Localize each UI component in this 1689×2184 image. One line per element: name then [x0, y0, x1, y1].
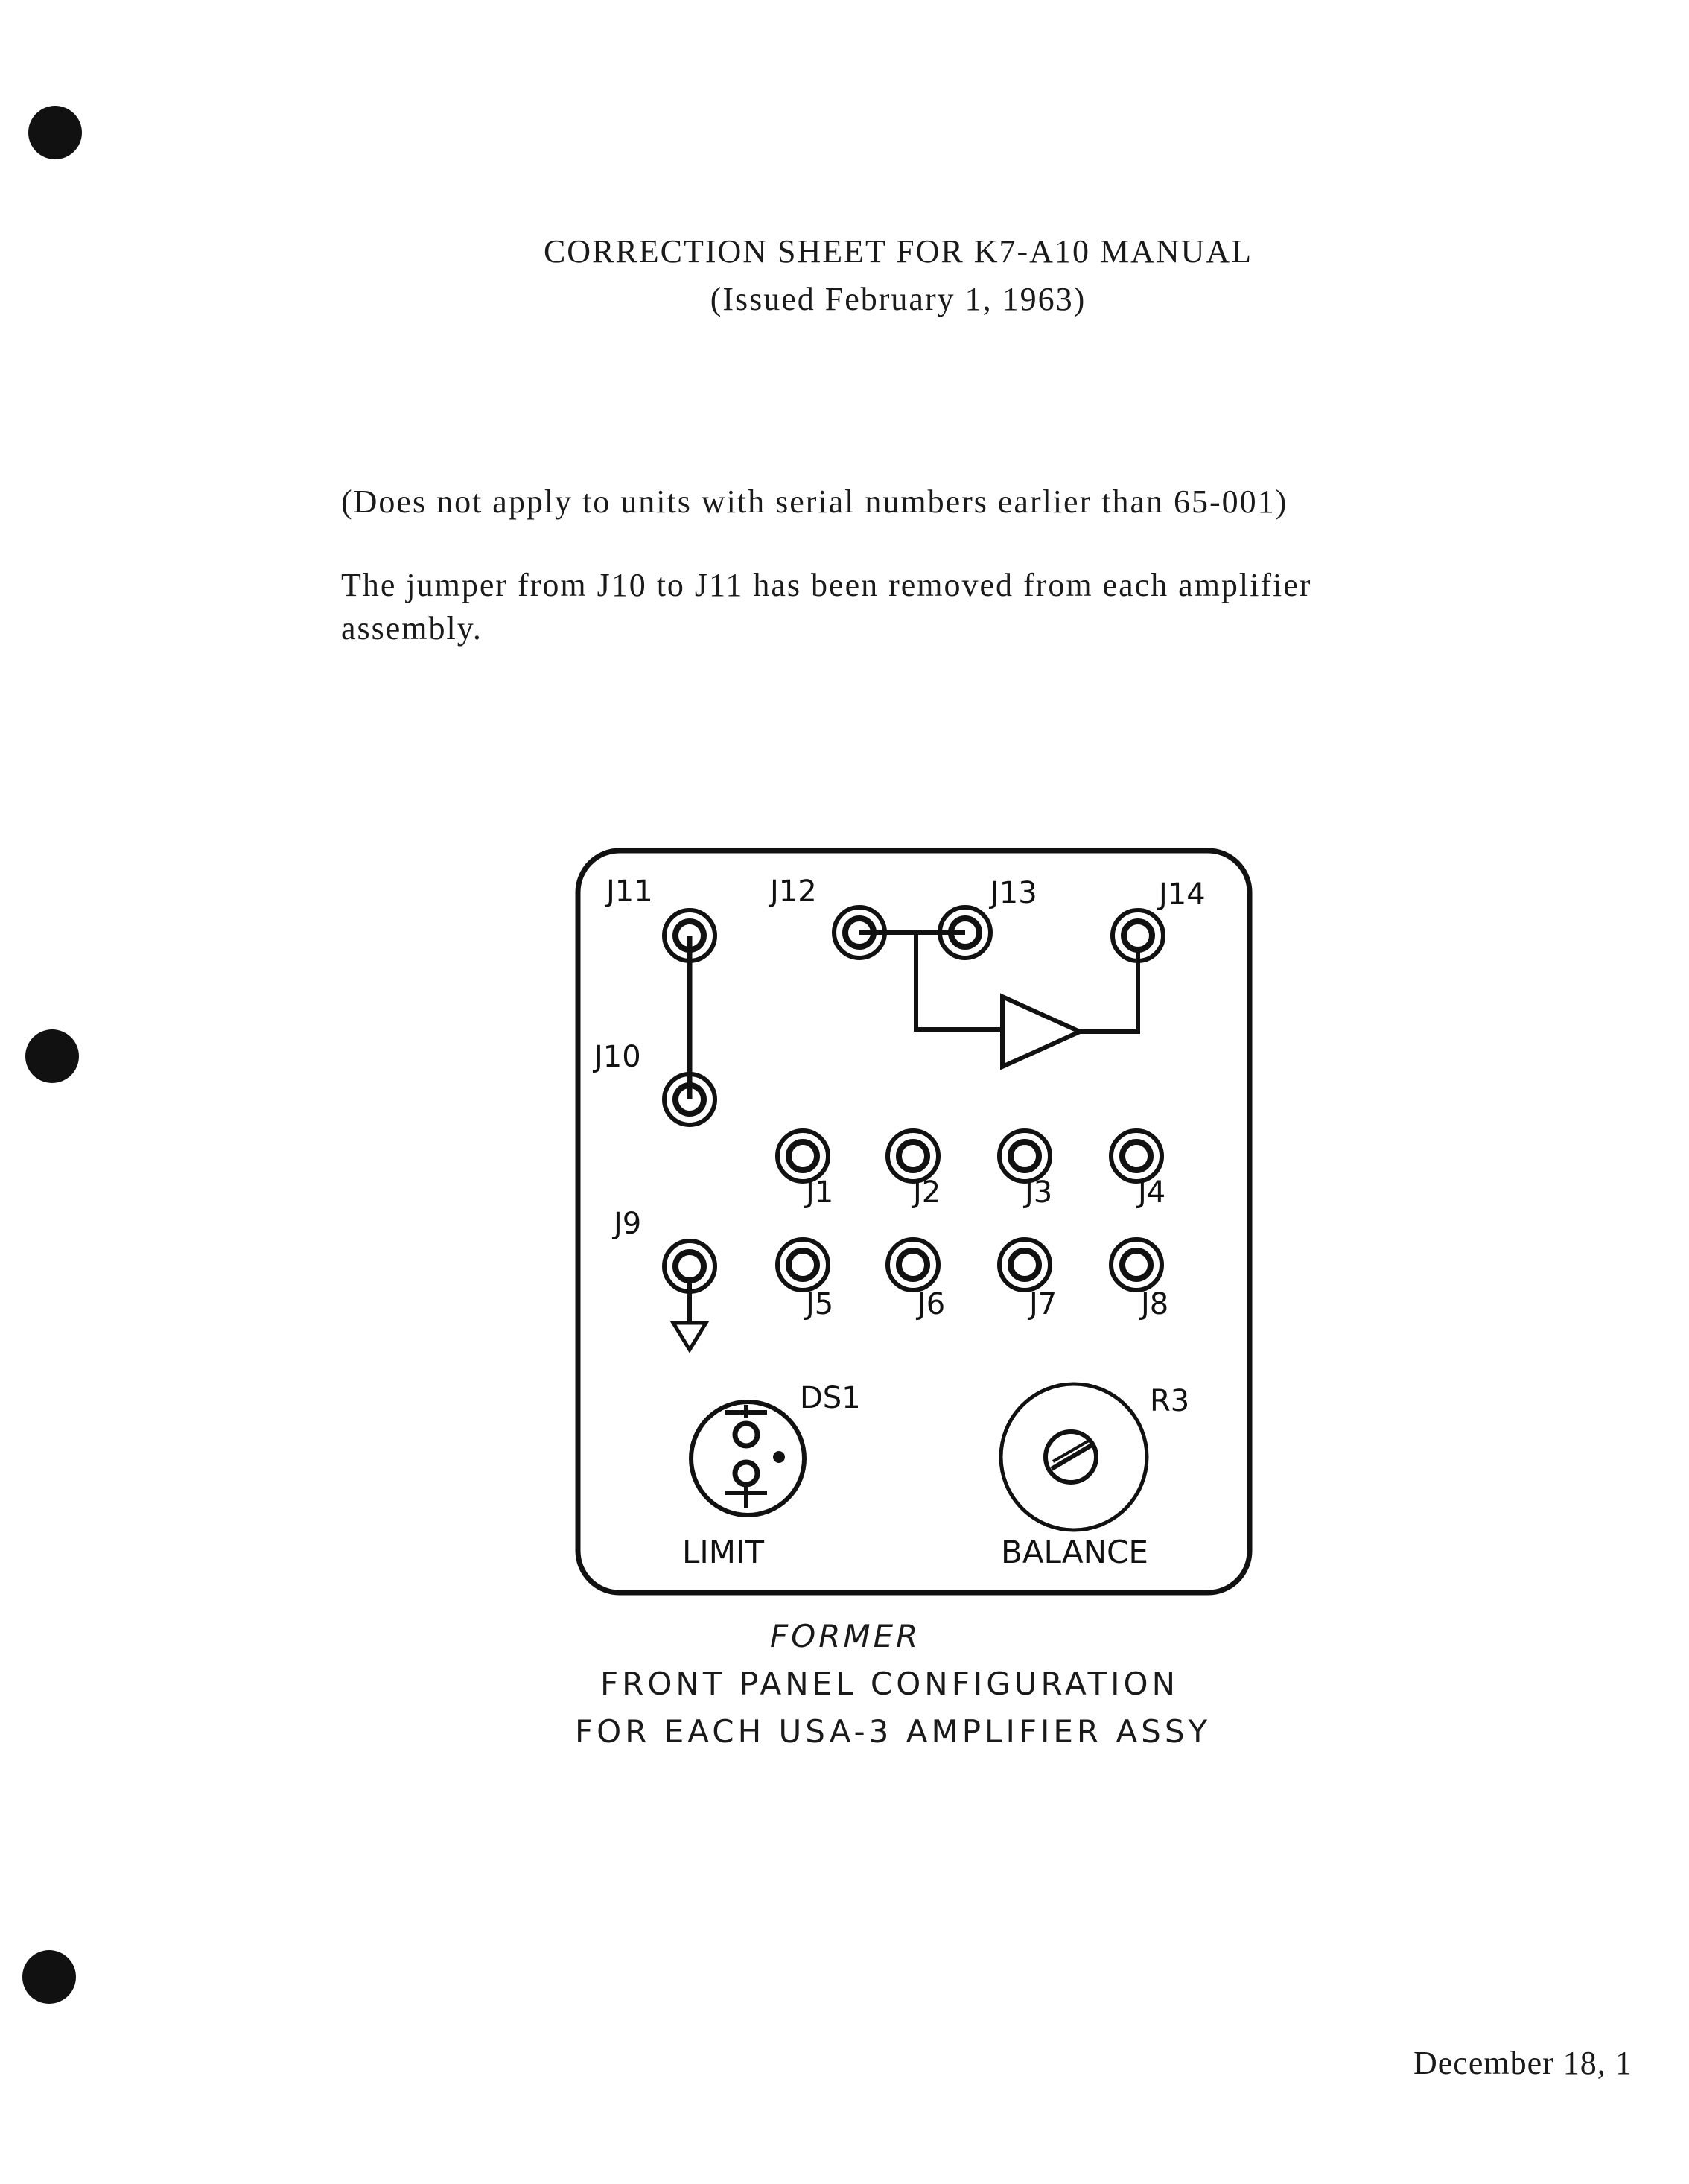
- label-r3: R3: [1150, 1384, 1190, 1418]
- label-j14: J14: [1159, 877, 1206, 912]
- label-j12: J12: [770, 874, 817, 909]
- label-j10: J10: [594, 1040, 641, 1074]
- jack-j2: [888, 1131, 938, 1181]
- jack-j5: [777, 1239, 828, 1290]
- jack-j1: [777, 1131, 828, 1181]
- document-title: CORRECTION SHEET FOR K7-A10 MANUAL: [543, 233, 1253, 270]
- caption-line1: FRONT PANEL CONFIGURATION: [600, 1666, 1180, 1702]
- label-limit: LIMIT: [682, 1534, 765, 1570]
- label-balance: BALANCE: [1001, 1534, 1148, 1570]
- label-ds1: DS1: [800, 1381, 861, 1415]
- jack-j7: [999, 1239, 1050, 1290]
- label-j6: J6: [917, 1287, 946, 1321]
- amplifier-symbol: [1002, 997, 1080, 1067]
- label-j3: J3: [1025, 1175, 1053, 1210]
- label-j2: J2: [913, 1175, 941, 1210]
- label-j8: J8: [1141, 1287, 1169, 1321]
- jack-j4: [1111, 1131, 1162, 1181]
- label-j1: J1: [806, 1175, 834, 1210]
- applicability-note: (Does not apply to units with serial numbers earlier than 65-001): [341, 483, 1288, 520]
- jack-j3: [999, 1131, 1050, 1181]
- label-j5: J5: [806, 1287, 834, 1321]
- ground-icon: [673, 1323, 706, 1350]
- limit-lamp-icon: [691, 1402, 804, 1515]
- label-j13: J13: [990, 876, 1037, 910]
- issue-date: (Issued February 1, 1963): [710, 281, 1087, 317]
- label-j9: J9: [614, 1207, 642, 1241]
- jack-j8: [1111, 1239, 1162, 1290]
- change-description-line1: The jumper from J10 to J11 has been removed from each amplifier: [341, 567, 1312, 603]
- label-j7: J7: [1029, 1287, 1057, 1321]
- caption-status: FORMER: [770, 1618, 921, 1654]
- caption-line2: FOR EACH USA-3 AMPLIFIER ASSY: [575, 1713, 1212, 1750]
- footer-date: December 18, 1: [1413, 2045, 1632, 2081]
- jack-j6: [888, 1239, 938, 1290]
- balance-knob-icon: [1001, 1384, 1147, 1530]
- change-description-line2: assembly.: [341, 610, 483, 647]
- label-j11: J11: [606, 874, 653, 909]
- label-j4: J4: [1138, 1175, 1166, 1210]
